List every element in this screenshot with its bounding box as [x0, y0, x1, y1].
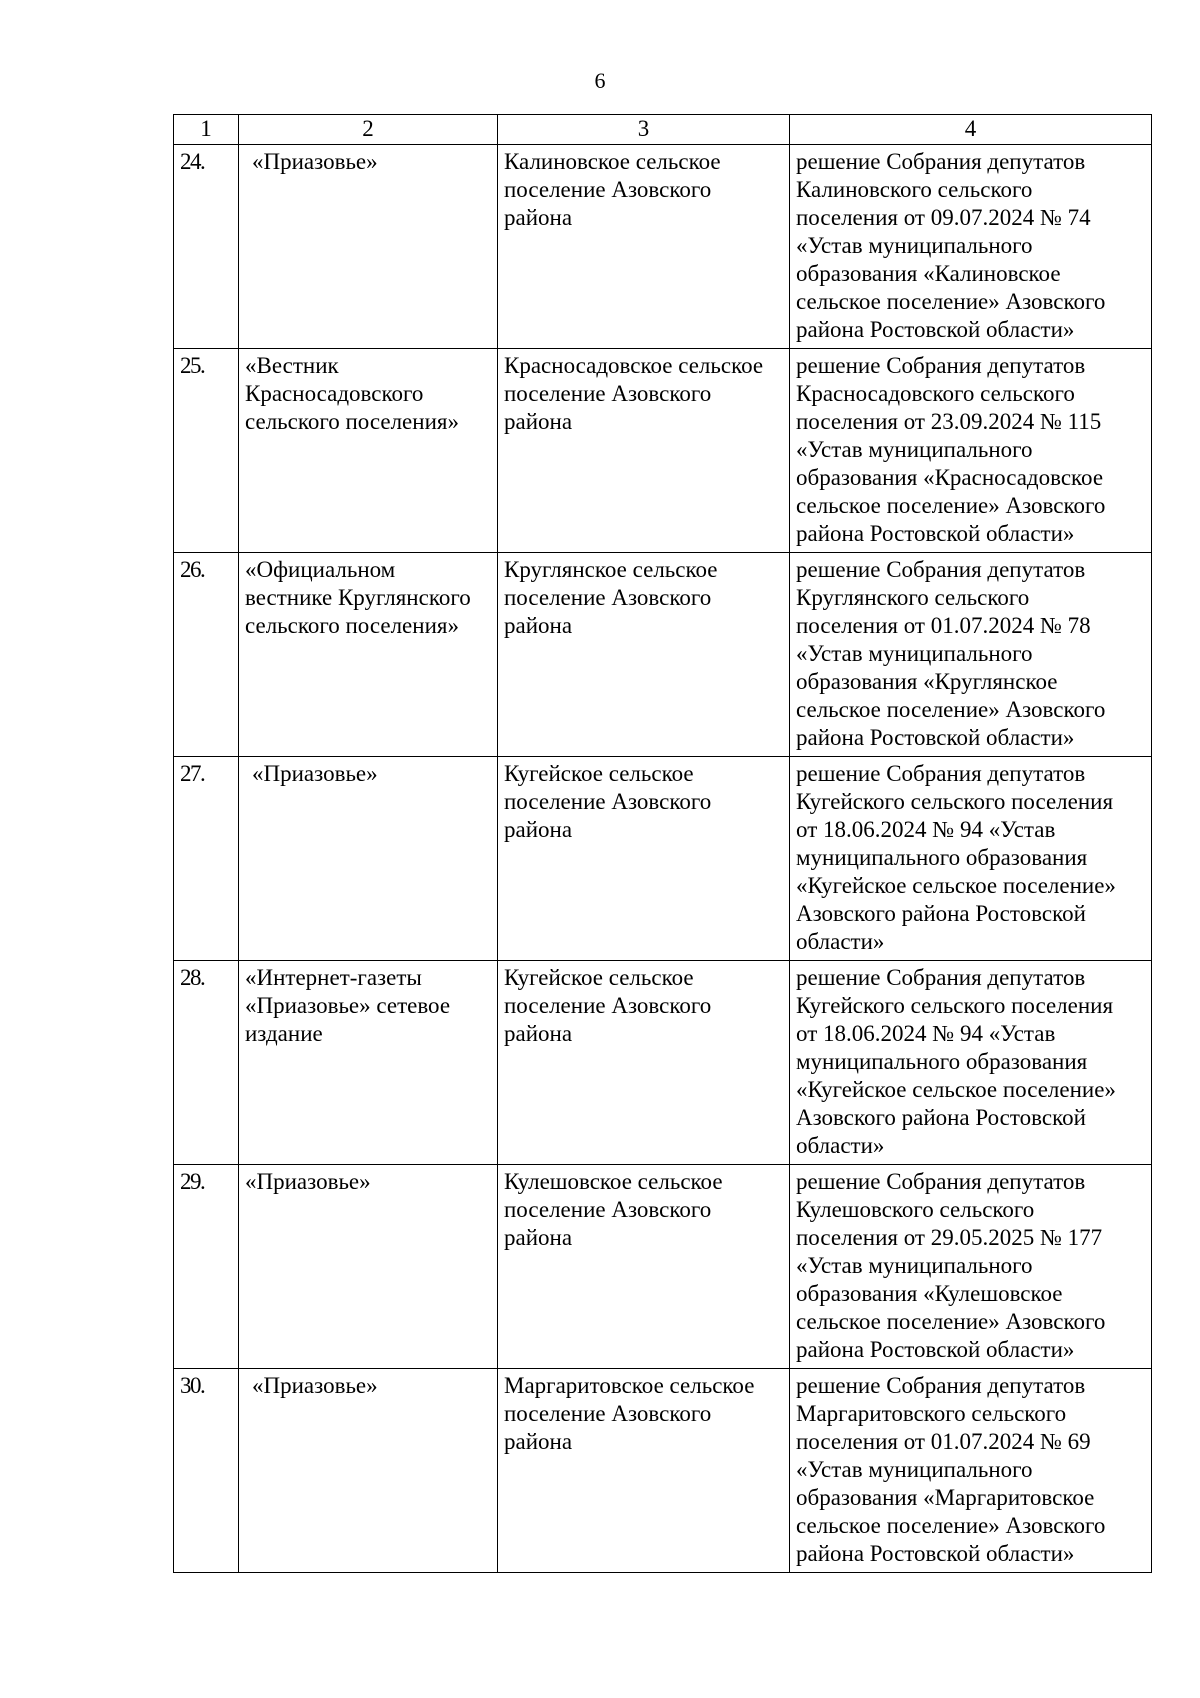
- settlement-name: Калиновское сельское поселение Азовского района: [498, 145, 790, 349]
- table-row: [174, 1165, 1152, 1369]
- publication-name: «Интернет-газеты «Приазовье» сетевое издание: [239, 961, 498, 1165]
- settlement-name: Кулешовское сельское поселение Азовского района: [498, 1165, 790, 1369]
- column-header-3: 3: [498, 115, 790, 145]
- registry-table: [173, 114, 1152, 1573]
- decision-text: решение Собрания депутатов Калиновского сельского поселения от 09.07.2024 № 74 «Устав муниципального образования «Калиновское сельское поселение» Азовского района Ростовской области»: [790, 145, 1152, 349]
- decision-text: решение Собрания депутатов Маргаритовского сельского поселения от 01.07.2024 № 69 «Устав муниципального образования «Маргаритовское сельское поселение» Азовского района Ростовской области»: [790, 1369, 1152, 1573]
- table-row: [174, 961, 1152, 1165]
- settlement-name: Круглянское сельское поселение Азовского района: [498, 553, 790, 757]
- publication-name: «Официальном вестнике Круглянского сельского поселения»: [239, 553, 498, 757]
- table-row: [174, 1369, 1152, 1573]
- decision-text: решение Собрания депутатов Кугейского сельского поселения от 18.06.2024 № 94 «Устав муниципального образования «Кугейское сельское поселение» Азовского района Ростовской области»: [790, 757, 1152, 961]
- settlement-name: Красносадовское сельское поселение Азовского района: [498, 349, 790, 553]
- header-row: [174, 115, 1152, 145]
- decision-text: решение Собрания депутатов Круглянского сельского поселения от 01.07.2024 № 78 «Устав муниципального образования «Круглянское сельское поселение» Азовского района Ростовской области»: [790, 553, 1152, 757]
- table-row: [174, 553, 1152, 757]
- publication-name: «Приазовье»: [239, 1165, 498, 1369]
- table-row: [174, 349, 1152, 553]
- settlement-name: Кугейское сельское поселение Азовского района: [498, 961, 790, 1165]
- row-number: 27.: [174, 757, 239, 961]
- decision-text: решение Собрания депутатов Кугейского сельского поселения от 18.06.2024 № 94 «Устав муниципального образования «Кугейское сельское поселение» Азовского района Ростовской области»: [790, 961, 1152, 1165]
- row-number: 24.: [174, 145, 239, 349]
- publication-name: «Приазовье»: [239, 145, 498, 349]
- publication-name: «Приазовье»: [239, 757, 498, 961]
- publication-name: «Приазовье»: [239, 1369, 498, 1573]
- table-row: [174, 145, 1152, 349]
- decision-text: решение Собрания депутатов Кулешовского сельского поселения от 29.05.2025 № 177 «Устав муниципального образования «Кулешовское сельское поселение» Азовского района Ростовской области»: [790, 1165, 1152, 1369]
- row-number: 25.: [174, 349, 239, 553]
- decision-text: решение Собрания депутатов Красносадовского сельского поселения от 23.09.2024 № 115 «Устав муниципального образования «Красносадовское сельское поселение» Азовского района Ростовской области»: [790, 349, 1152, 553]
- row-number: 30.: [174, 1369, 239, 1573]
- column-header-1: 1: [174, 115, 239, 145]
- row-number: 26.: [174, 553, 239, 757]
- column-header-4: 4: [790, 115, 1152, 145]
- table-body: [174, 145, 1152, 1573]
- row-number: 29.: [174, 1165, 239, 1369]
- row-number: 28.: [174, 961, 239, 1165]
- settlement-name: Кугейское сельское поселение Азовского района: [498, 757, 790, 961]
- publication-name: «Вестник Красносадовского сельского поселения»: [239, 349, 498, 553]
- table-row: [174, 757, 1152, 961]
- page-number: 6: [594, 68, 606, 93]
- settlement-name: Маргаритовское сельское поселение Азовского района: [498, 1369, 790, 1573]
- column-header-2: 2: [239, 115, 498, 145]
- table-header: [174, 115, 1152, 145]
